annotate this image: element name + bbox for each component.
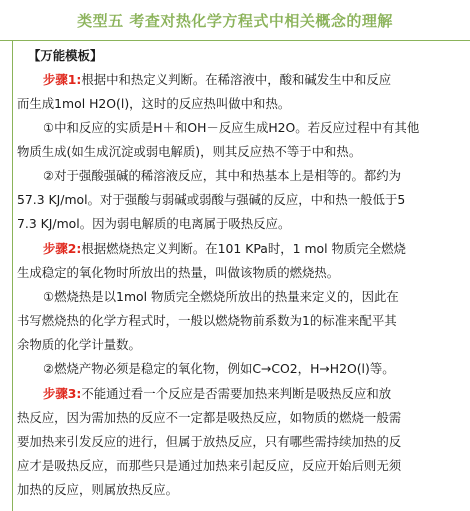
text-line: 生成稳定的氧化物时所放出的热量，叫做该物质的燃烧热。 [17, 265, 340, 280]
step-3-line [43, 382, 470, 406]
step-2-line [43, 237, 470, 261]
text-line: 书写燃烧热的化学方程式时，一般以燃烧物前系数为1的标准来配平其 [17, 313, 397, 328]
step-3-text: 不能通过看一个反应是否需要加热来判断是吸热反应和放 [81, 386, 392, 401]
template-label: 【万能模板】 [28, 48, 103, 63]
text-line: 7.3 KJ/mol。因为弱电解质的电离属于吸热反应。 [17, 216, 291, 231]
text-line: 热反应，因为需加热的反应不一定都是吸热反应，如物质的燃烧一般需 [17, 410, 402, 425]
step-1-line [43, 68, 470, 92]
page-title: 类型五 考查对热化学方程式中相关概念的理解 [77, 12, 393, 30]
step-3-label: 步骤3: [43, 386, 82, 401]
step-1-text: 根据中和热定义判断。在稀溶液中，酸和碱发生中和反应 [81, 72, 392, 87]
text-line: 加热的反应，则属放热反应。 [17, 482, 179, 497]
text-line: 57.3 KJ/mol。对于强酸与弱碱或弱酸与强碱的反应，中和热一般低于5 [17, 192, 406, 207]
text-line: ②燃烧产物必须是稳定的氧化物，例如C→CO2，H→H2O(l)等。 [43, 361, 395, 376]
text-line: ②对于强酸强碱的稀溶液反应，其中和热基本上是相等的。都约为 [43, 168, 402, 183]
text-line: 而生成1mol H2O(l)，这时的反应热叫做中和热。 [17, 96, 291, 111]
text-line: 余物质的化学计量数。 [17, 337, 141, 352]
text-line: 应才是吸热反应，而那些只是通过加热来引起反应，反应开始后则无须 [17, 458, 402, 473]
step-1-label: 步骤1: [43, 72, 82, 87]
text-line: 要加热来引发反应的进行，但属于放热反应，只有哪些需持续加热的反 [17, 434, 402, 449]
title-divider [0, 40, 470, 41]
step-2-text: 根据燃烧热定义判断。在101 KPa时，1 mol 物质完全燃烧 [81, 241, 406, 256]
text-line: ①中和反应的实质是H＋和OH－反应生成H2O。若反应过程中有其他 [43, 120, 420, 135]
text-line: 物质生成(如生成沉淀或弱电解质)，则其反应热不等于中和热。 [17, 144, 362, 159]
left-border-line [12, 40, 13, 511]
text-line: ①燃烧热是以1mol 物质完全燃烧所放出的热量来定义的，因此在 [43, 289, 399, 304]
step-2-label: 步骤2: [43, 241, 82, 256]
